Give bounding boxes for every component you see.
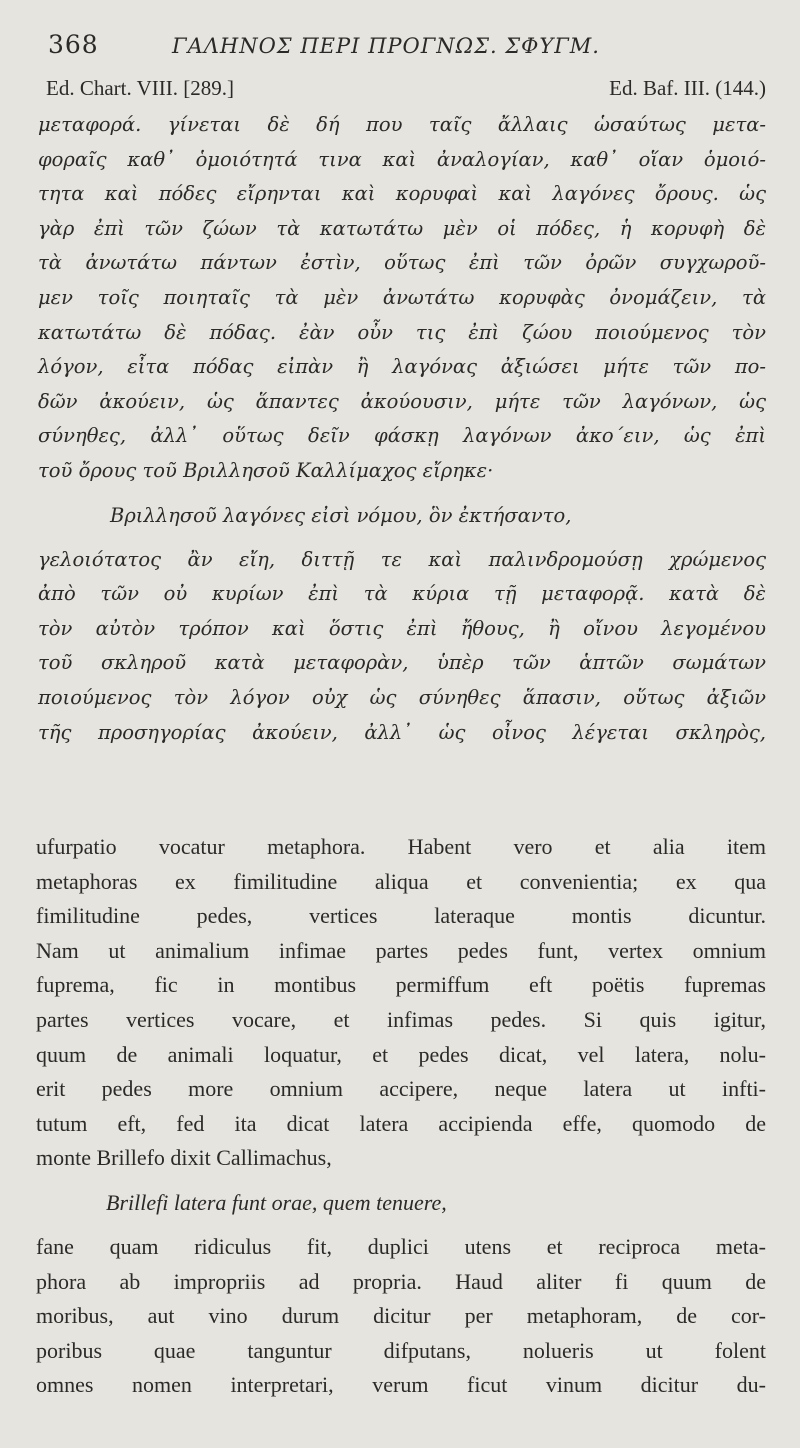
latin-line: fuprema, fic in montibus permiffum eft poëtis fupremas: [36, 972, 766, 998]
latin-line: poribus quae tanguntur difputans, nolueris ut folent: [36, 1337, 766, 1363]
edition-chartier: Ed. Chart. VIII. [289.]: [46, 76, 234, 100]
greek-line: τητα καὶ πόδες εἴρηνται καὶ κορυφαὶ καὶ λαγόνες ὄρους. ὡς: [38, 182, 766, 206]
greek-line: τῆς προσηγορίας ἀκούειν, ἀλλ᾿ ὡς οἶνος λέγεται σκληρὸς,: [38, 720, 766, 744]
latin-line: metaphoras ex fimilitudine aliqua et convenientia; ex qua: [36, 868, 766, 894]
latin-line: erit pedes more omnium accipere, neque latera ut infti-: [36, 1076, 766, 1102]
greek-line: ποιούμενος τὸν λόγον οὐχ ὡς σύνηθες ἅπασιν, οὕτως ἀξιῶν: [38, 685, 766, 709]
latin-line: moribus, aut vino durum dicitur per metaphoram, de cor-: [36, 1303, 766, 1329]
greek-line: μεταφορά. γίνεται δὲ δή που ταῖς ἄλλαις ὡσαύτως μετα-: [38, 113, 766, 136]
latin-line: tutum eft, fed ita dicat latera accipienda effe, quomodo de: [36, 1110, 766, 1136]
greek-line: φοραῖς καθ᾿ ὁμοιότητά τινα καὶ ἀναλογίαν, καθ᾿ οἵαν ὁμοιό-: [38, 147, 766, 171]
greek-line: σύνηθες, ἀλλ᾿ οὕτως δεῖν φάσκῃ λαγόνων ἀκο΄ειν, ὡς ἐπὶ: [38, 424, 766, 448]
latin-line: fimilitudine pedes, vertices lateraque montis dicuntur.: [36, 903, 766, 929]
latin-line: phora ab impropriis ad propria. Haud aliter fi quum de: [36, 1268, 766, 1294]
latin-text-block: [36, 830, 766, 1403]
latin-line: ufurpatio vocatur metaphora. Habent vero et alia item: [36, 834, 766, 859]
latin-line: fane quam ridiculus fit, duplici utens et reciproca meta-: [36, 1233, 766, 1259]
greek-line: δῶν ἀκούειν, ὡς ἅπαντες ἀκούουσιν, μήτε τῶν λαγόνων, ὡς: [38, 389, 766, 413]
latin-line: monte Brillefo dixit Callimachus,: [36, 1145, 332, 1171]
greek-line: τοῦ σκληροῦ κατὰ μεταφορὰν, ὑπὲρ τῶν ἁπτῶν σωμάτων: [38, 651, 766, 675]
latin-line: quum de animali loquatur, et pedes dicat, vel latera, nolu-: [36, 1041, 766, 1067]
edition-reference-line: [46, 76, 766, 106]
greek-verse-quotation: Βριλλησοῦ λαγόνες εἰσὶ νόμου, ὃν ἐκτήσαντο,: [110, 503, 572, 527]
greek-line: γὰρ ἐπὶ τῶν ζώων τὰ κατωτάτω μὲν οἱ πόδες, ἡ κορυφὴ δὲ: [38, 216, 766, 240]
greek-text-block: [38, 108, 766, 750]
greek-line: μεν τοῖς ποιηταῖς τὰ μὲν ἀνωτάτω κορυφὰς ὀνομάζειν, τὰ: [38, 285, 766, 309]
latin-verse-quotation: Brillefi latera funt orae, quem tenuere,: [106, 1189, 447, 1215]
greek-line: λόγον, εἶτα πόδας εἰπὰν ἢ λαγόνας ἀξιώσει μήτε τῶν πο-: [38, 355, 766, 379]
greek-line: τὸν αὐτὸν τρόπον καὶ ὅστις ἐπὶ ἤθους, ἢ οἴνου λεγομένου: [38, 616, 766, 640]
latin-line: omnes nomen interpretari, verum ficut vinum dicitur du-: [36, 1372, 766, 1398]
latin-line: partes vertices vocare, et infimas pedes. Si quis igitur,: [36, 1006, 766, 1032]
running-title: ΓΑΛΗΝΟΣ ΠΕΡΙ ΠΡΟΓΝΩΣ. ΣΦΥΓΜ.: [172, 34, 600, 58]
greek-line: ἀπὸ τῶν οὐ κυρίων ἐπὶ τὰ κύρια τῇ μεταφορᾷ. κατὰ δὲ: [38, 582, 766, 606]
greek-line: γελοιότατος ἂν εἴη, διττῇ τε καὶ παλινδρομούσῃ χρώμενος: [38, 547, 766, 571]
greek-line: τοῦ ὄρους τοῦ Βριλλησοῦ Καλλίμαχος εἴρηκε·: [38, 458, 494, 482]
edition-basel: Ed. Baf. III. (144.): [609, 76, 766, 100]
latin-line: Nam ut animalium infimae partes pedes funt, vertex omnium: [36, 937, 766, 963]
greek-line: κατωτάτω δὲ πόδας. ἐὰν οὖν τις ἐπὶ ζώου ποιούμενος τὸν: [38, 320, 766, 344]
page-number: 368: [48, 30, 99, 59]
greek-line: τὰ ἀνωτάτω πάντων ἐστὶν, οὕτως ἐπὶ τῶν ὀρῶν συγχωροῦ-: [38, 251, 766, 275]
page-header: [36, 28, 766, 68]
